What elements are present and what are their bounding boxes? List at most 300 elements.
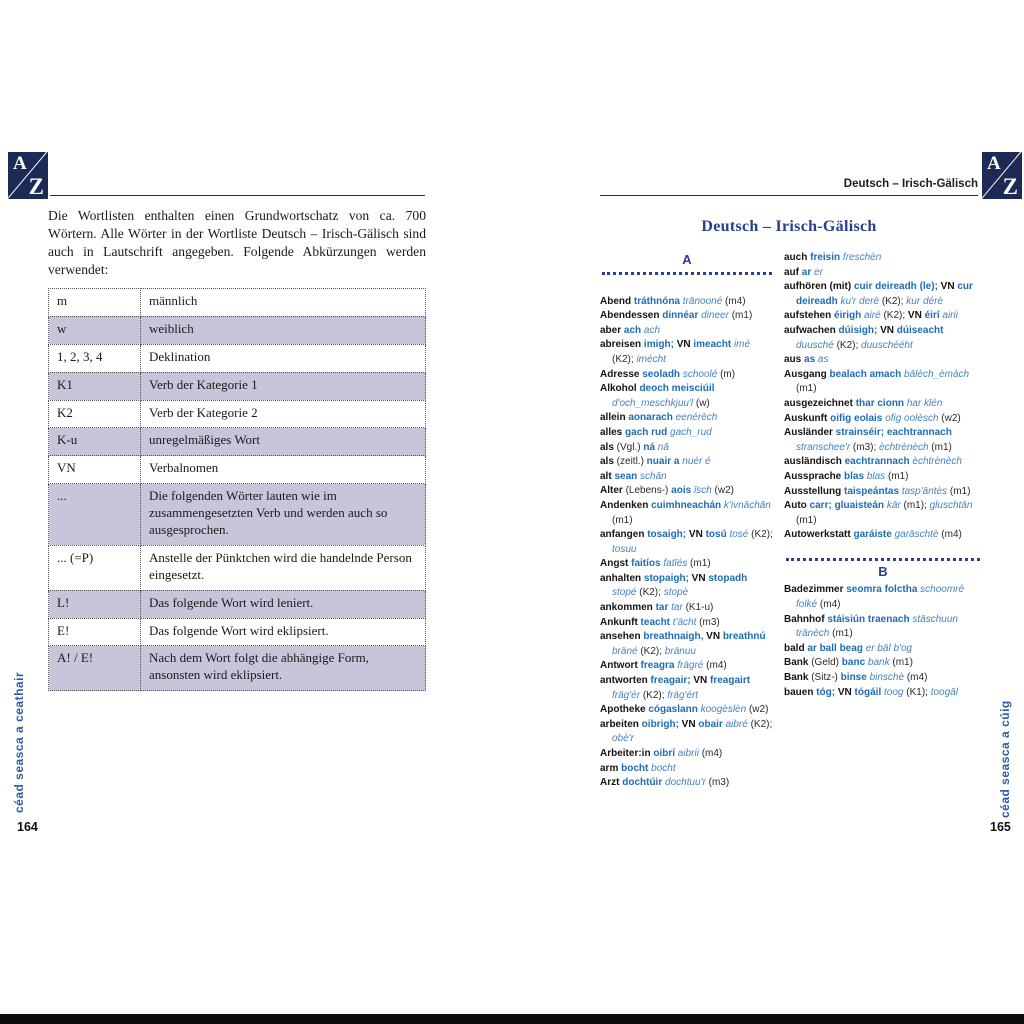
az-logo-right bbox=[982, 152, 1022, 199]
dictionary-entry bbox=[600, 703, 774, 718]
irish-translation: dinnéar bbox=[659, 310, 699, 322]
german-headword: ausgezeichnet bbox=[784, 397, 853, 409]
german-headword: Arbeiter:in bbox=[600, 748, 651, 759]
irish-translation: imeacht bbox=[690, 339, 732, 351]
german-headword: Andenken bbox=[600, 499, 649, 511]
grammar-note: (m3) bbox=[705, 777, 730, 789]
german-headword: Aussprache bbox=[784, 470, 842, 482]
pronunciation: binschè bbox=[866, 672, 905, 684]
irish-translation: as bbox=[801, 354, 816, 366]
german-headword: bald bbox=[784, 642, 805, 654]
grammar-note: (m) bbox=[717, 368, 736, 380]
dictionary-entry bbox=[784, 397, 982, 412]
dictionary-entry bbox=[600, 674, 774, 703]
irish-translation: éirí bbox=[921, 310, 940, 322]
pronunciation: imécht bbox=[633, 353, 666, 365]
german-headword: Alkohol bbox=[600, 383, 637, 395]
irish-translation: aonarach bbox=[625, 412, 673, 424]
irish-translation: tosú bbox=[702, 529, 727, 541]
dictionary-entry bbox=[600, 630, 774, 659]
german-headword: VN bbox=[877, 324, 895, 336]
grammar-note: (m4) bbox=[938, 529, 962, 541]
grammar-note: (K1); bbox=[903, 686, 928, 698]
meaning-cell: Das folgende Wort wird leniert. bbox=[141, 590, 426, 618]
german-headword: Bahnhof bbox=[784, 613, 825, 625]
german-headword: ansehen bbox=[600, 631, 641, 643]
pronunciation: nā bbox=[655, 441, 669, 453]
pronunciation: duuschééht bbox=[858, 339, 913, 351]
german-headword: VN bbox=[678, 718, 696, 730]
left-page-side-text: céad seasca a ceathair bbox=[12, 671, 26, 813]
german-headword: aufhören (mit) bbox=[784, 281, 852, 293]
pronunciation: airii bbox=[939, 310, 958, 322]
right-page-side-text: céad seasca a cúig bbox=[998, 700, 1012, 818]
section-letter-b: B bbox=[878, 563, 888, 579]
dictionary-entry bbox=[600, 557, 774, 572]
irish-translation: nuair a bbox=[643, 456, 680, 468]
irish-translation: faitíos bbox=[628, 558, 661, 570]
grammar-note: (K2); bbox=[880, 310, 906, 322]
irish-translation: eachtrannach bbox=[841, 456, 910, 468]
pronunciation: freschèn bbox=[840, 252, 882, 263]
german-headword: allein bbox=[600, 412, 626, 424]
pronunciation: aibrii bbox=[675, 748, 699, 759]
german-headword: Bank bbox=[784, 672, 809, 684]
dictionary-entry bbox=[600, 747, 774, 762]
grammar-note: (m1); bbox=[900, 500, 927, 512]
irish-translation: sean bbox=[611, 470, 638, 482]
pronunciation: k'ivnāchān bbox=[721, 499, 771, 511]
dictionary-entry bbox=[600, 762, 774, 777]
irish-translation: tóg; bbox=[813, 686, 836, 698]
irish-translation: seomra folctha bbox=[843, 584, 918, 596]
left-page-number: 164 bbox=[17, 820, 38, 834]
irish-translation: ach bbox=[621, 324, 642, 336]
abbr-cell: K-u bbox=[49, 428, 141, 456]
german-headword: arm bbox=[600, 762, 619, 774]
abbr-cell: ... (=P) bbox=[49, 545, 141, 590]
dictionary-entry bbox=[784, 583, 982, 612]
dictionary-entry bbox=[784, 251, 982, 266]
irish-translation: ar bbox=[799, 266, 812, 278]
grammar-note: (m4) bbox=[722, 295, 746, 307]
irish-translation: breathnaigh, bbox=[640, 631, 704, 643]
section-letter-a: A bbox=[682, 252, 692, 267]
dotted-rule bbox=[786, 558, 980, 561]
german-headword: Arzt bbox=[600, 777, 620, 789]
intro-paragraph: Die Wortlisten enthalten einen Grundwortschatz von ca. 700 Wörtern. Alle Wörter in der Wortliste Deutsch – Irisch-Gälisch sind auch in Lautschrift angegeben. Folgende Abkürzungen werden verwendet: bbox=[48, 208, 426, 278]
german-headword: VN bbox=[937, 281, 955, 293]
left-page-header-rule bbox=[50, 195, 425, 196]
dictionary-entry bbox=[784, 266, 982, 281]
abbr-cell: K2 bbox=[49, 400, 141, 428]
dictionary-entry bbox=[600, 309, 774, 324]
irish-translation: freisin bbox=[807, 252, 841, 263]
irish-translation: deoch meisciúil bbox=[636, 383, 715, 395]
irish-translation: ar ball beag bbox=[804, 642, 863, 654]
pronunciation: bräné bbox=[612, 645, 638, 657]
pronunciation: schoomré folké bbox=[796, 584, 965, 611]
abbreviation-row bbox=[49, 590, 426, 618]
grammar-note: (w2) bbox=[711, 485, 734, 497]
german-headword: anfangen bbox=[600, 529, 645, 541]
german-headword: VN bbox=[905, 310, 922, 322]
irish-translation: gach rud bbox=[622, 426, 668, 438]
irish-translation: oibrigh; bbox=[638, 718, 679, 730]
german-headword: auch bbox=[784, 252, 808, 263]
grammar-note: (K2); bbox=[640, 689, 665, 701]
grammar-note: (m1) bbox=[928, 441, 952, 453]
pronunciation: kur dérè bbox=[903, 295, 943, 307]
german-headword: VN bbox=[703, 631, 721, 643]
pronunciation: as bbox=[815, 354, 829, 366]
german-headword: anhalten bbox=[600, 572, 642, 584]
pronunciation: garāschtè bbox=[891, 529, 939, 541]
german-headword: aber bbox=[600, 324, 622, 336]
irish-translation: tar bbox=[652, 602, 669, 614]
abbreviation-table-body bbox=[49, 289, 426, 691]
logo-letter-a: A bbox=[13, 153, 27, 174]
meaning-cell: Verb der Kategorie 1 bbox=[141, 372, 426, 400]
german-headword: Autowerkstatt bbox=[784, 529, 851, 541]
dictionary-entry bbox=[784, 280, 982, 309]
abbreviation-row bbox=[49, 400, 426, 428]
dictionary-entry bbox=[784, 368, 982, 397]
dictionary-entry bbox=[784, 324, 982, 353]
dictionary-entry bbox=[600, 718, 774, 747]
pronunciation: stopé bbox=[612, 587, 637, 599]
german-headword: als bbox=[600, 456, 614, 468]
pronunciation: tosuu bbox=[612, 543, 637, 555]
dictionary-entry bbox=[784, 470, 982, 485]
grammar-note: (m1) bbox=[829, 628, 853, 640]
grammar-note: (w2) bbox=[746, 704, 769, 716]
dictionary-entry bbox=[784, 499, 982, 528]
irish-translation: oifig eolais bbox=[827, 412, 883, 424]
irish-translation: strainséir; eachtrannach bbox=[832, 427, 952, 439]
pronunciation: fräg'ért bbox=[664, 689, 699, 701]
pronunciation: frägré bbox=[674, 660, 704, 672]
meaning-cell: Anstelle der Pünktchen wird die handelnde Person eingesetzt. bbox=[141, 545, 426, 590]
right-page-number: 165 bbox=[990, 820, 1011, 834]
pronunciation: īsch bbox=[691, 485, 712, 497]
pronunciation: stopè bbox=[660, 587, 689, 599]
pronunciation: èchtrènèch bbox=[876, 441, 929, 453]
meaning-cell: Deklination bbox=[141, 344, 426, 372]
dictionary-entry bbox=[784, 426, 982, 455]
irish-translation: seoladh bbox=[639, 368, 681, 380]
german-headword: VN bbox=[688, 572, 706, 584]
grammar-note: (K2); bbox=[833, 339, 859, 351]
irish-translation: dochtúir bbox=[619, 777, 663, 789]
irish-translation: dúiseacht bbox=[894, 324, 944, 336]
pronunciation: gluschtān bbox=[926, 500, 973, 512]
pronunciation: eenérèch bbox=[672, 412, 718, 424]
german-headword: abreisen bbox=[600, 339, 642, 351]
grammar-note: (m1) bbox=[796, 383, 817, 395]
grammar-note: (K2); bbox=[879, 295, 904, 307]
irish-translation: stopadh bbox=[705, 572, 748, 584]
german-headword: Ausstellung bbox=[784, 485, 842, 497]
irish-translation: dúisigh; bbox=[835, 324, 878, 336]
grammar-note: (m1) bbox=[796, 514, 817, 526]
abbreviation-row bbox=[49, 428, 426, 456]
meaning-cell: männlich bbox=[141, 289, 426, 317]
dictionary-columns bbox=[600, 251, 984, 791]
irish-translation: obair bbox=[695, 718, 723, 730]
pronunciation: er bbox=[811, 266, 823, 278]
pronunciation: ofig oolèsch bbox=[882, 412, 939, 424]
grammar-note: (Sitz-) bbox=[808, 672, 838, 684]
grammar-note: (K2); bbox=[747, 718, 773, 730]
pronunciation: obè'r bbox=[612, 733, 634, 745]
abbreviation-row bbox=[49, 372, 426, 400]
grammar-note: (m1) bbox=[885, 470, 909, 482]
german-headword: als bbox=[600, 441, 614, 453]
dictionary-entry bbox=[784, 309, 982, 324]
pronunciation: toogāl bbox=[927, 686, 958, 698]
german-headword: Ankunft bbox=[600, 616, 638, 628]
irish-translation: freagair; bbox=[647, 675, 691, 687]
german-headword: Apotheke bbox=[600, 704, 646, 716]
irish-translation: thar cionn bbox=[852, 397, 905, 409]
pronunciation: dochtuu'r bbox=[662, 777, 706, 789]
logo-letter-z: Z bbox=[28, 174, 44, 199]
irish-translation: freagairt bbox=[707, 675, 751, 687]
abbreviation-row bbox=[49, 646, 426, 691]
german-headword: Antwort bbox=[600, 660, 638, 672]
pronunciation: bränuu bbox=[662, 645, 696, 657]
pronunciation: duusché bbox=[796, 339, 834, 351]
irish-translation: cur deireadh bbox=[796, 281, 973, 307]
pronunciation: tasp'āntès bbox=[899, 485, 948, 497]
pronunciation: tar bbox=[668, 602, 683, 614]
dictionary-entry bbox=[600, 411, 774, 426]
dictionary-entry bbox=[600, 601, 774, 616]
dictionary-entry bbox=[784, 412, 982, 427]
dictionary-entry bbox=[600, 572, 774, 601]
abbreviation-row bbox=[49, 456, 426, 484]
right-page-header-rule bbox=[600, 195, 978, 196]
pronunciation: bank bbox=[865, 657, 890, 669]
pronunciation: ku'r derè bbox=[837, 295, 880, 307]
grammar-note: (Vgl.) bbox=[613, 441, 641, 453]
pronunciation: bālèch_èmàch bbox=[901, 368, 970, 380]
dictionary-entry bbox=[600, 499, 774, 528]
dict-column-2 bbox=[784, 251, 982, 791]
pronunciation: aibré bbox=[722, 718, 748, 730]
meaning-cell: Verbalnomen bbox=[141, 456, 426, 484]
dictionary-entry bbox=[784, 656, 982, 671]
bottom-edge-bar bbox=[0, 1014, 1024, 1024]
dictionary-entry bbox=[600, 484, 774, 499]
grammar-note: (m4) bbox=[698, 748, 723, 759]
abbr-cell: A! / E! bbox=[49, 646, 141, 691]
grammar-note: (m3) bbox=[696, 616, 720, 628]
abbr-cell: m bbox=[49, 289, 141, 317]
dotted-rule bbox=[602, 272, 772, 275]
irish-translation: banc bbox=[839, 657, 866, 669]
grammar-note: (K2); bbox=[636, 587, 661, 599]
german-headword: Adresse bbox=[600, 368, 640, 380]
german-headword: auf bbox=[784, 266, 799, 278]
dictionary-entry bbox=[784, 642, 982, 657]
german-headword: VN bbox=[835, 686, 852, 698]
pronunciation: toog bbox=[881, 686, 904, 698]
german-headword: ausländisch bbox=[784, 456, 842, 468]
irish-translation: bocht bbox=[618, 762, 649, 774]
dictionary-entry bbox=[600, 324, 774, 339]
irish-translation: binse bbox=[837, 672, 867, 684]
german-headword: VN bbox=[686, 529, 703, 541]
german-headword: Bank bbox=[784, 657, 809, 669]
meaning-cell: Das folgende Wort wird eklipsiert. bbox=[141, 618, 426, 646]
irish-translation: ná bbox=[640, 441, 656, 453]
pronunciation: stāschuun trānèch bbox=[796, 613, 958, 640]
abbr-cell: K1 bbox=[49, 372, 141, 400]
dictionary-entry bbox=[600, 528, 774, 557]
dictionary-entry bbox=[600, 426, 774, 441]
pronunciation: t'ächt bbox=[670, 616, 697, 628]
dictionary-entry bbox=[600, 470, 774, 485]
grammar-note: (m3); bbox=[850, 441, 877, 453]
pronunciation: bocht bbox=[648, 762, 676, 774]
german-headword: aus bbox=[784, 354, 802, 366]
german-headword: antworten bbox=[600, 675, 648, 687]
irish-translation: tosaigh; bbox=[644, 529, 687, 541]
logo-letter-z: Z bbox=[1002, 174, 1018, 199]
abbr-cell: L! bbox=[49, 590, 141, 618]
abbr-cell: 1, 2, 3, 4 bbox=[49, 344, 141, 372]
pronunciation: trānooné bbox=[680, 295, 723, 307]
dictionary-entry bbox=[600, 616, 774, 631]
pronunciation: stranschee'r bbox=[796, 441, 851, 453]
pronunciation: fräg'ér bbox=[612, 689, 641, 701]
irish-translation: cuir deireadh (le); bbox=[851, 281, 938, 293]
german-headword: Angst bbox=[600, 558, 629, 570]
meaning-cell: Die folgenden Wörter lauten wie im zusammengesetzten Verb und werden auch so ausgesprochen. bbox=[141, 484, 426, 546]
irish-translation: stáisiún traenach bbox=[824, 613, 910, 625]
pronunciation: har kīén bbox=[904, 397, 943, 409]
grammar-note: (zeitl.) bbox=[613, 456, 644, 468]
german-headword: Abend bbox=[600, 295, 632, 307]
irish-translation: tógáil bbox=[851, 686, 882, 698]
irish-translation: blas bbox=[841, 470, 865, 482]
dictionary-entry bbox=[784, 485, 982, 500]
dictionary-entry bbox=[600, 382, 774, 411]
irish-translation: cógaslann bbox=[645, 704, 698, 716]
abbreviation-row bbox=[49, 316, 426, 344]
irish-translation: éirigh bbox=[831, 310, 862, 322]
az-logo-left bbox=[8, 152, 48, 199]
pronunciation: ach bbox=[641, 324, 661, 336]
dictionary-entry bbox=[600, 368, 774, 383]
grammar-note: (w2) bbox=[938, 412, 961, 424]
german-headword: Ausgang bbox=[784, 368, 827, 380]
logo-letter-a: A bbox=[987, 153, 1001, 174]
right-page-running-header: Deutsch – Irisch-Gälisch bbox=[843, 178, 978, 190]
grammar-note: (m4) bbox=[904, 672, 928, 684]
grammar-note: (Lebens-) bbox=[622, 485, 669, 497]
abbr-cell: E! bbox=[49, 618, 141, 646]
german-headword: Badezimmer bbox=[784, 584, 844, 596]
grammar-note: (K2); bbox=[748, 529, 773, 541]
german-headword: ankommen bbox=[600, 602, 653, 614]
german-headword: Auskunft bbox=[784, 412, 828, 424]
german-headword: Ausländer bbox=[784, 427, 833, 439]
abbreviation-row bbox=[49, 484, 426, 546]
irish-translation: taispeántas bbox=[841, 485, 900, 497]
dictionary-entry bbox=[600, 295, 774, 310]
abbreviation-table bbox=[48, 288, 426, 691]
grammar-note: (K2); bbox=[637, 645, 663, 657]
pronunciation: dineer bbox=[698, 310, 729, 322]
irish-translation: freagra bbox=[637, 660, 675, 672]
abbreviation-row bbox=[49, 545, 426, 590]
irish-translation: bealach amach bbox=[826, 368, 902, 380]
grammar-note: (m4) bbox=[703, 660, 727, 672]
dictionary-entry bbox=[784, 528, 982, 543]
dictionary-entry bbox=[784, 686, 982, 701]
pronunciation: schoolé bbox=[680, 368, 718, 380]
grammar-note: (K1-u) bbox=[682, 602, 714, 614]
grammar-note: (m1) bbox=[687, 558, 711, 570]
abbreviation-row bbox=[49, 344, 426, 372]
pronunciation: airé bbox=[861, 310, 881, 322]
irish-translation: tráthnóna bbox=[631, 295, 680, 307]
grammar-note: (K2); bbox=[612, 353, 634, 365]
pronunciation: schān bbox=[637, 470, 667, 482]
dictionary-entry bbox=[784, 613, 982, 642]
german-headword: aufstehen bbox=[784, 310, 832, 322]
dictionary-entry bbox=[784, 671, 982, 686]
german-headword: Abendessen bbox=[600, 310, 660, 322]
meaning-cell: Verb der Kategorie 2 bbox=[141, 400, 426, 428]
pronunciation: fatīés bbox=[660, 558, 688, 570]
pronunciation: imé bbox=[731, 339, 751, 351]
pronunciation: er bāl b'og bbox=[862, 642, 913, 654]
pronunciation: kār bbox=[884, 500, 901, 512]
irish-translation: cuimhneachán bbox=[648, 499, 722, 511]
pronunciation: gach_rud bbox=[667, 426, 712, 438]
abbreviation-row bbox=[49, 289, 426, 317]
irish-translation: oibrí bbox=[650, 748, 676, 759]
meaning-cell: Nach dem Wort folgt die abhängige Form, ansonsten wird eklipsiert. bbox=[141, 646, 426, 691]
pronunciation: tosé bbox=[726, 529, 749, 541]
irish-translation: stopaigh; bbox=[641, 572, 689, 584]
dictionary-entry bbox=[600, 776, 774, 791]
german-headword: bauen bbox=[784, 686, 814, 698]
abbr-cell: ... bbox=[49, 484, 141, 546]
pronunciation: blas bbox=[864, 470, 886, 482]
german-headword: alt bbox=[600, 470, 612, 482]
meaning-cell: weiblich bbox=[141, 316, 426, 344]
grammar-note: (m1) bbox=[889, 657, 913, 669]
dictionary-entry bbox=[600, 455, 774, 470]
german-headword: VN bbox=[690, 675, 708, 687]
irish-translation: carr; gluaisteán bbox=[806, 500, 885, 512]
page-title: Deutsch – Irisch-Gälisch bbox=[701, 218, 877, 235]
meaning-cell: unregelmäßiges Wort bbox=[141, 428, 426, 456]
pronunciation: d'och_meschkjuu'l bbox=[612, 397, 694, 409]
dictionary-entry bbox=[600, 441, 774, 456]
dictionary-entry bbox=[784, 455, 982, 470]
dictionary-entry bbox=[600, 659, 774, 674]
german-headword: aufwachen bbox=[784, 324, 836, 336]
abbreviation-row bbox=[49, 618, 426, 646]
grammar-note: (m4) bbox=[817, 599, 841, 611]
grammar-note: (Geld) bbox=[808, 657, 840, 669]
